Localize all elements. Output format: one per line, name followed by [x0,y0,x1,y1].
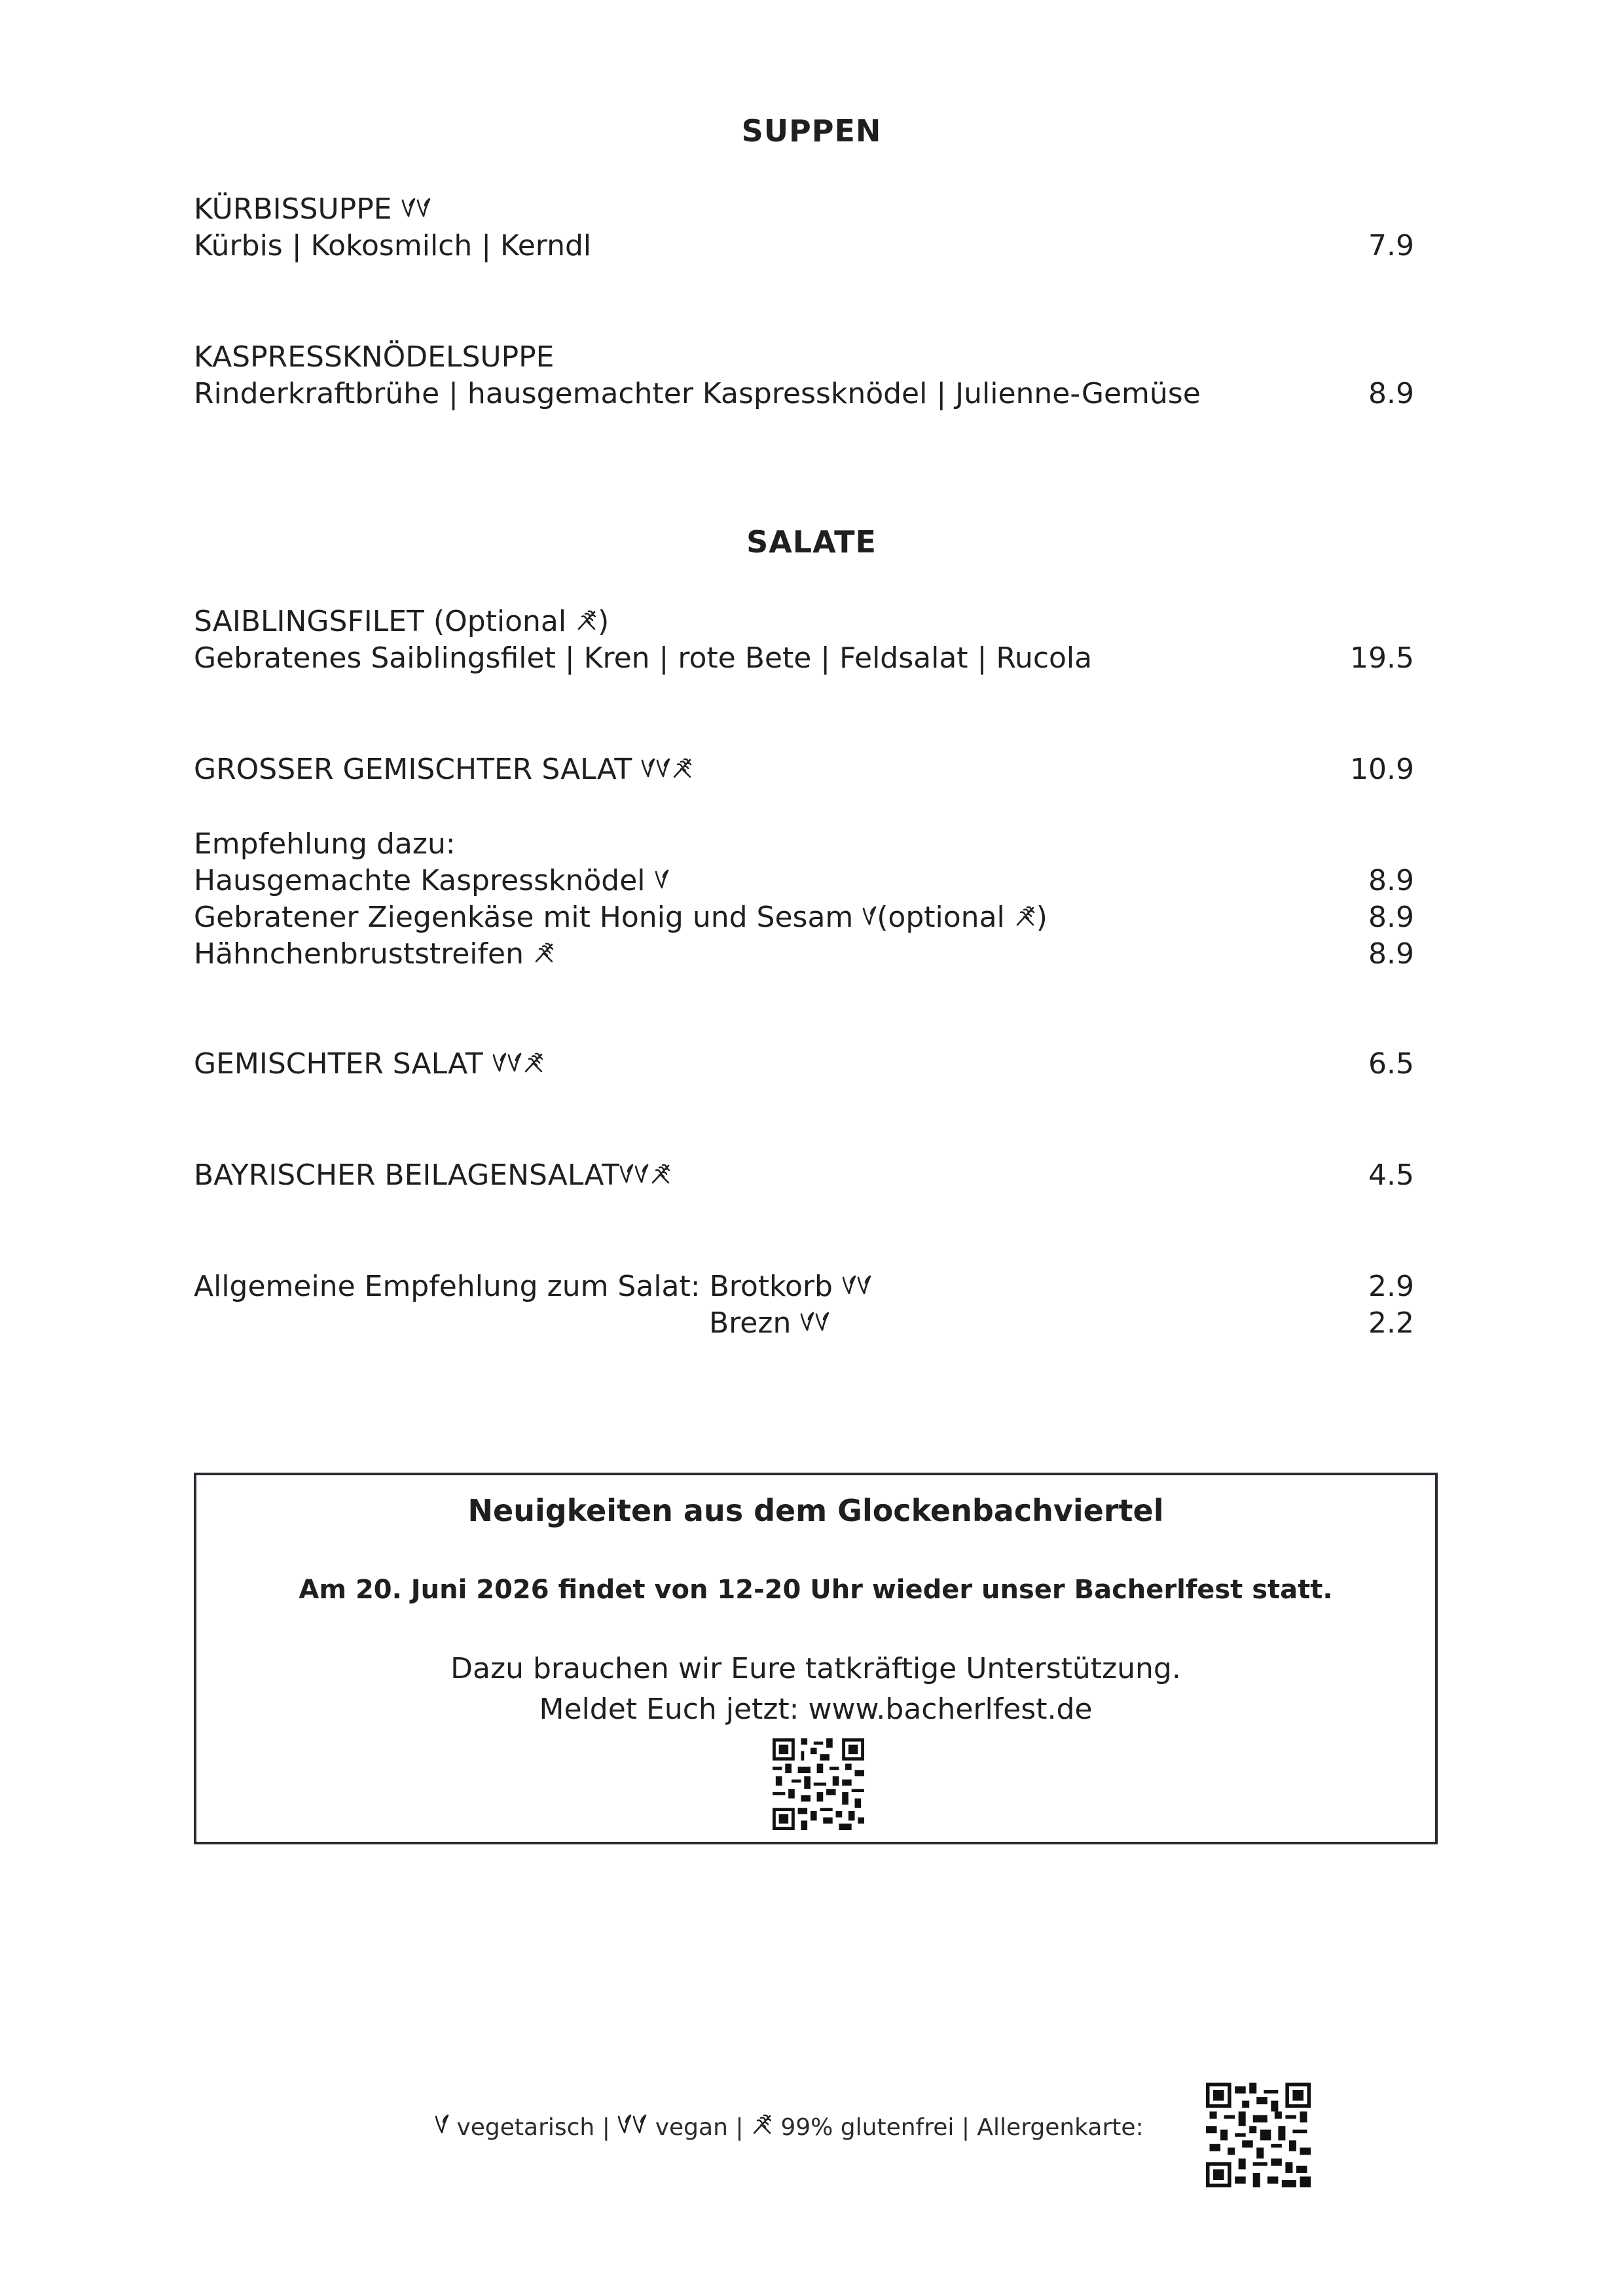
legend-allergenkarte: Allergenkarte: [977,2114,1144,2141]
qr-code-allergenkarte[interactable] [1206,2083,1311,2187]
glutenfree-icon [522,1051,545,1073]
empfehlung-item-ziegenkaese [194,899,1048,936]
empfehlung-item-label-end: ) [1036,901,1048,934]
allgemeine-empfehlung-label: Allgemeine Empfehlung zum Salat: Brotkorb [194,1270,842,1303]
legend-separator: | [727,2114,751,2141]
news-title: Neuigkeiten aus dem Glockenbachviertel [467,1493,1164,1528]
glutenfree-icon [649,1162,672,1185]
empfehlung-price-haehnchen: 8.9 [1368,937,1414,971]
vegan-icon [617,2114,647,2135]
empfehlung-item-label: Hausgemachte Kaspressknödel [194,864,655,897]
item-price-kaspressknoedelsuppe: 8.9 [1368,377,1414,410]
vegetarian-icon [655,869,669,890]
vegan-icon [641,758,671,779]
item-name-kaspressknoedelsuppe: KASPRESSKNÖDELSUPPE [194,340,555,374]
vegan-icon [401,198,431,219]
item-name-gemischter-salat [194,1046,545,1083]
empfehlung-item-label: Gebratener Ziegenkäse mit Honig und Sesam [194,901,863,934]
empfehlung-item-kaspressknoedel [194,863,669,899]
news-box [194,1473,1438,1844]
item-name-kuerbissuppe [194,191,431,228]
glutenfree-icon [671,757,693,779]
empfehlung-item-haehnchen [194,936,555,973]
item-name-saiblingsfilet [194,603,609,640]
section-heading-salate: SALATE [746,524,877,560]
price-brezn: 2.2 [1368,1306,1414,1340]
item-price-gemischter-salat: 6.5 [1368,1047,1414,1081]
item-name-text: KÜRBISSUPPE [194,192,392,226]
item-name-text: SAIBLINGSFILET (Optional [194,605,576,638]
item-name-bayrischer-beilagensalat [194,1157,672,1194]
item-desc-kaspressknoedelsuppe: Rinderkraftbrühe | hausgemachter Kaspressknödel | Julienne-Gemüse [194,377,1201,410]
empfehlung-item-label-mid: (optional [877,901,1014,934]
legend-vegetarisch: vegetarisch [449,2114,595,2141]
legend-separator: | [594,2114,618,2141]
footer-legend [435,2113,1144,2142]
item-name-text: GROSSER GEMISCHTER SALAT [194,753,642,786]
empfehlung-title: Empfehlung dazu: [194,827,456,861]
vegetarian-icon [435,2114,449,2135]
vegan-icon [842,1275,872,1296]
vegan-icon [619,1164,649,1185]
item-price-kuerbissuppe: 7.9 [1368,229,1414,262]
brezn-label: Brezn [709,1306,801,1340]
item-name-grosser-gemischter-salat [194,751,693,788]
item-name-text: GEMISCHTER SALAT [194,1047,492,1081]
allgemeine-empfehlung-brezn [709,1305,830,1342]
item-desc-kuerbissuppe: Kürbis | Kokosmilch | Kerndl [194,229,592,262]
allgemeine-empfehlung-brotkorb [194,1268,872,1305]
empfehlung-price-kaspressknoedel: 8.9 [1368,864,1414,897]
price-brotkorb: 2.9 [1368,1270,1414,1303]
empfehlung-item-label: Hähnchenbruststreifen [194,937,533,971]
vegan-icon [492,1052,522,1073]
news-line-1: Dazu brauchen wir Eure tatkräftige Unterstützung. [450,1652,1181,1685]
empfehlung-price-ziegenkaese: 8.9 [1368,901,1414,934]
news-event: Am 20. Juni 2026 findet von 12-20 Uhr wieder unser Bacherlfest statt. [299,1575,1333,1605]
legend-separator: | [954,2114,977,2141]
glutenfree-icon [1014,905,1036,927]
item-name-text: BAYRISCHER BEILAGENSALAT [194,1158,619,1192]
vegan-icon [800,1312,830,1333]
item-name-end: ) [598,605,610,638]
item-desc-saiblingsfilet: Gebratenes Saiblingsfilet | Kren | rote Bete | Feldsalat | Rucola [194,641,1093,675]
news-line-2: Meldet Euch jetzt: www.bacherlfest.de [539,1693,1093,1726]
glutenfree-icon [533,941,555,963]
item-price-bayrischer-beilagensalat: 4.5 [1368,1158,1414,1192]
section-heading-suppen: SUPPEN [741,113,882,149]
legend-vegan: vegan [647,2114,728,2141]
item-price-grosser-gemischter-salat: 10.9 [1350,753,1414,786]
item-price-saiblingsfilet: 19.5 [1350,641,1414,675]
vegetarian-icon [862,906,877,927]
glutenfree-icon [751,2113,773,2135]
qr-code-bacherlfest[interactable] [773,1738,864,1830]
legend-glutenfrei: 99% glutenfrei [773,2114,955,2141]
glutenfree-icon [575,609,598,631]
